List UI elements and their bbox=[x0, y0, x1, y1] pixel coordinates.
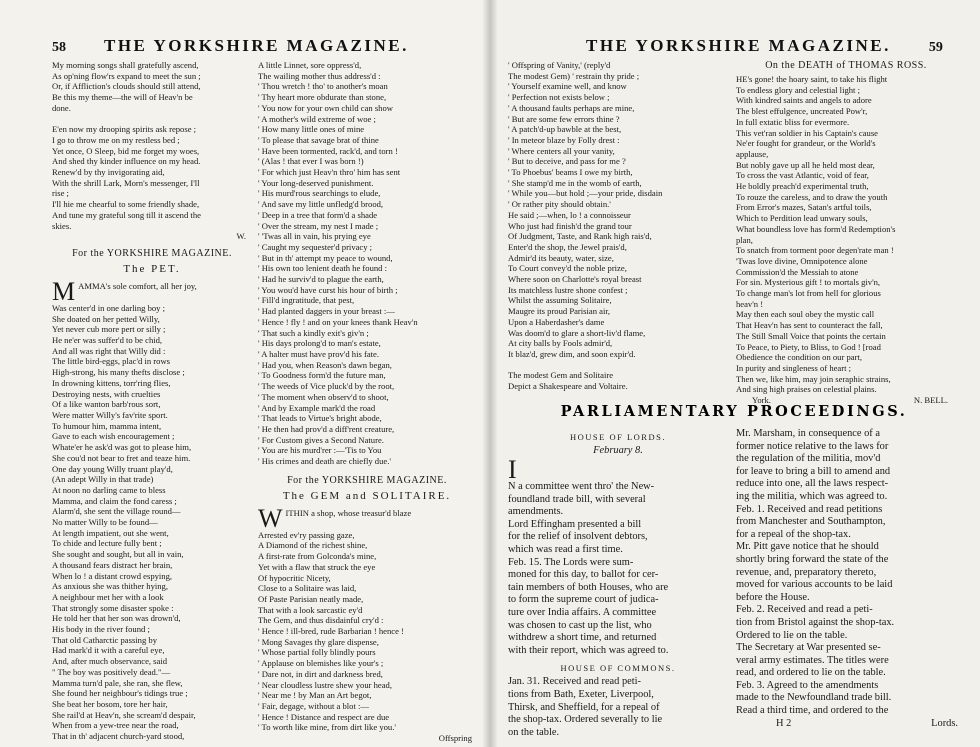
poem-line: She rail'd at Heav'n, she scream'd despair, bbox=[52, 709, 196, 720]
prose-line: Mr. Marsham, in consequence of a bbox=[736, 428, 880, 439]
signature-place: York. bbox=[752, 395, 771, 406]
poem-line: Of Paste Parisian neatly made, bbox=[258, 593, 364, 604]
poem-line: His body in the river found ; bbox=[52, 624, 150, 635]
section-heading: For the YORKSHIRE MAGAZINE. bbox=[72, 247, 232, 259]
poem-line: The modest Gem) ' restrain thy pride ; bbox=[508, 70, 640, 81]
poem-line: That strongly some disaster spoke : bbox=[52, 602, 174, 613]
poem-line: Or, if Affliction's clouds should still attend, bbox=[52, 81, 201, 92]
poem-first-line: MAMMA's sole comfort, all her joy, bbox=[52, 280, 197, 303]
poem-line: Close to a Solitaire was laid, bbox=[258, 583, 357, 594]
prose-line: read, and ordered to lie on the table. bbox=[736, 667, 886, 679]
poem-line: My morning songs shall gratefully ascend, bbox=[52, 60, 199, 70]
poem-line: To Court convey'd the noble prize, bbox=[508, 263, 627, 274]
poem-line: ' A patch'd-up bawble at the best, bbox=[508, 124, 622, 135]
poem-gem-continued bbox=[508, 60, 728, 392]
poem-line: ' Hence ! Distance and respect are due bbox=[258, 711, 390, 722]
left-running-head bbox=[52, 36, 409, 56]
poem-line: The blest effulgence, uncreated Pow'r, bbox=[736, 106, 868, 117]
poem-line: ' Applause on blemishes like your's ; bbox=[258, 658, 384, 669]
prose-line: amendments. bbox=[508, 506, 564, 518]
poem-line: That in th' adjacent church-yard stood, bbox=[52, 731, 185, 742]
poem-line: ' Thy heart more obdurate than stone, bbox=[258, 92, 387, 103]
poem-line: ' Fill'd ingratitude, that pest, bbox=[258, 295, 355, 306]
poem-line: ' But are some few errors thine ? bbox=[508, 113, 620, 124]
poem-line: This vet'ran soldier in his Captain's cause bbox=[736, 127, 878, 138]
prose-line: ing the militia, which was agreed to. bbox=[736, 490, 888, 502]
prose-line: for leave to bring a bill to amend and bbox=[736, 465, 891, 477]
poem-line: The modest Gem and Solitaire bbox=[508, 370, 614, 381]
poem-line: ' That leads to Virtue's bright abode, bbox=[258, 413, 382, 424]
right-column-3 bbox=[508, 428, 728, 739]
poem-line: ' And save my little unfledg'd brood, bbox=[258, 199, 384, 210]
poem-line: A little Linnet, sore oppress'd, bbox=[258, 60, 362, 70]
poem-line: She cou'd not bear to fret and teaze him. bbox=[52, 452, 191, 463]
poem-line: She doated on her petted Willy, bbox=[52, 313, 160, 324]
poem-line: For sin. Mysterious gift ! to mortals giv'n, bbox=[736, 277, 881, 288]
poem-line: Admir'd its beauty, water, size, bbox=[508, 252, 614, 263]
right-running-head bbox=[586, 36, 943, 56]
lords-first-line bbox=[508, 459, 728, 481]
poem-line: ' His own too lenient death he found : bbox=[258, 263, 387, 274]
poem-line: To change man's lot from hell for glorious bbox=[736, 288, 881, 299]
poem-line: rise ; bbox=[52, 188, 69, 199]
poem-line: Had mark'd it with a careful eye, bbox=[52, 645, 165, 656]
poem-line: ' 'Twas all in vain, his prying eye bbox=[258, 231, 371, 242]
prose-line: was chosen to cast up the list, who bbox=[508, 619, 652, 631]
poem-line: Obedience the condition on our part, bbox=[736, 352, 863, 363]
prose-line: Jan. 31. Received and read peti- bbox=[508, 676, 642, 688]
poem-continued bbox=[258, 60, 476, 467]
poem-line: Commission'd the Messiah to atone bbox=[736, 266, 859, 277]
poem-line: ' Deep in a tree that form'd a shade bbox=[258, 209, 378, 220]
poem-line: ' His murd'rous searchings to elude, bbox=[258, 188, 381, 199]
poem-line: And all was right that Willy did : bbox=[52, 345, 166, 356]
poem-line: To humour him, mamma intent, bbox=[52, 420, 162, 431]
prose-line: moved for various accounts to be laid bbox=[736, 579, 893, 591]
poem-top bbox=[52, 60, 252, 231]
poem-line: Of a like wanton barb'rous sort, bbox=[52, 399, 161, 410]
poem-line: At length impatient, out she went, bbox=[52, 527, 169, 538]
signature-mark: H 2 bbox=[776, 717, 792, 729]
poem-line: The Still Small Voice that points the certain bbox=[736, 330, 886, 341]
prose-line: which was read a first time. bbox=[508, 543, 623, 555]
poem-line: ' Had he surviv'd to plague the earth, bbox=[258, 274, 384, 285]
poem-line: Depict a Shakespeare and Voltaire. bbox=[508, 381, 628, 392]
poem-line: To cross the vast Atlantic, void of fear, bbox=[736, 170, 869, 181]
poem-line: A first-rate from Golconda's mine, bbox=[258, 551, 377, 562]
poem-line bbox=[52, 114, 252, 125]
prose-line: withdrew a short time, and returned bbox=[508, 632, 657, 644]
poem-line: Enter'd the shop, the Jewel prais'd, bbox=[508, 241, 627, 252]
poem-line: At noon no darling came to bless bbox=[52, 484, 166, 495]
poem-line: A neighbour met her with a look bbox=[52, 591, 164, 602]
poem-line: The Gem, and thus disdainful cry'd : bbox=[258, 615, 384, 626]
poem-line: To rouze the careless, and to draw the youth bbox=[736, 191, 888, 202]
poem-line: Mamma turn'd pale, she ran, she flew, bbox=[52, 677, 183, 688]
poem-line: With kindred saints and angels to adore bbox=[736, 95, 872, 106]
poem-line: She found her neighbour's tidings true ; bbox=[52, 688, 188, 699]
prose-line: veral army estimates. The titles were bbox=[736, 654, 889, 666]
poem-line: Was doom'd to glare a short-liv'd flame, bbox=[508, 327, 646, 338]
poem-line: May then each soul obey the mystic call bbox=[736, 309, 875, 320]
poem-line: ' To Phoebus' beams I owe my birth, bbox=[508, 167, 633, 178]
poem-line: ' Near cloudless lustre shew your head, bbox=[258, 679, 392, 690]
poem-line: Whate'er he ask'd was got to please him, bbox=[52, 442, 192, 453]
prose-line: tion from Bristol against the shop-tax. bbox=[736, 616, 895, 628]
poem-line: heav'n ! bbox=[736, 298, 764, 309]
poem-line: E'en now my drooping spirits ask repose ; bbox=[52, 124, 197, 135]
poem-line: Who just had finish'd the grand tour bbox=[508, 220, 632, 231]
poem-line: ' Your long-deserved punishment. bbox=[258, 177, 374, 188]
poem-line: Yet with a flaw that struck the eye bbox=[258, 561, 376, 572]
poem-line: At city balls by Fools admir'd, bbox=[508, 338, 613, 349]
poem-line: ' Perfection not exists below ; bbox=[508, 92, 610, 103]
poem-line: A thousand fears distract her brain, bbox=[52, 559, 173, 570]
prose-line: Thirsk, and Sheffield, for a repeal of bbox=[508, 701, 660, 713]
left-column-2 bbox=[258, 60, 476, 744]
poem-line: As anxious she was thither hying, bbox=[52, 581, 169, 592]
prose-line: made to the Newfoundland trade bill. bbox=[736, 692, 892, 704]
poem-line: ' Dare not, in dirt and darkness bred, bbox=[258, 668, 383, 679]
prose-line: to form the supreme court of judica- bbox=[508, 594, 659, 606]
poem-line: Were matter Willy's fav'rite sport. bbox=[52, 409, 168, 420]
prose-line: Feb. 1. Received and read petitions bbox=[736, 503, 883, 515]
poem-line: ' But to deceive, and pass for me ? bbox=[508, 156, 626, 167]
poem-line: ' Near me ! by Man an Art begot, bbox=[258, 690, 372, 701]
footer-catchword: Lords. bbox=[931, 717, 958, 729]
poem-line: Renew'd by thy invigorating aid, bbox=[52, 167, 165, 178]
commons-continued bbox=[736, 428, 962, 718]
catchword: Offspring bbox=[438, 733, 472, 744]
poem-line: In drowning kittens, torr'ring flies, bbox=[52, 377, 171, 388]
poem-line: And tune my grateful song till it ascend the bbox=[52, 209, 201, 220]
prose-line: for the relief of insolvent debtors, bbox=[508, 531, 648, 543]
poem-line: ' She stamp'd me in the womb of earth, bbox=[508, 177, 642, 188]
poem-line: I go to throw me on my restless bed ; bbox=[52, 134, 180, 145]
poem-line: ' Had you, when Reason's dawn began, bbox=[258, 359, 392, 370]
prose-line: The Secretary at War presented se- bbox=[736, 642, 881, 654]
page-number-right: 59 bbox=[928, 40, 943, 55]
prose-line: tions from Bath, Exeter, Liverpool, bbox=[508, 688, 654, 700]
poem-line: She sought and sought, but all in vain, bbox=[52, 549, 184, 560]
prose-line: former notice relative to the laws for bbox=[736, 440, 889, 452]
commons-heading: HOUSE OF COMMONS. bbox=[560, 663, 676, 674]
poem-line: When from a yew-tree near the road, bbox=[52, 720, 179, 731]
book-gutter bbox=[482, 0, 498, 747]
poem-line: That Heav'n has sent to counteract the fall, bbox=[736, 320, 883, 331]
poem-line: ' A thousand faults perhaps are mine, bbox=[508, 102, 635, 113]
poem-line: Be this my theme—the will of Heav'n be bbox=[52, 92, 193, 103]
poem-line: ' And by Example mark'd the road bbox=[258, 402, 376, 413]
poem-line: Ne'er fought for grandeur, or the World's bbox=[736, 138, 876, 149]
poem-line: ' That such a kindly exit's giv'n ; bbox=[258, 327, 369, 338]
poem-line: A Diamond of the richest shine, bbox=[258, 540, 368, 551]
prose-line: reduce into one, all the laws respect- bbox=[736, 478, 889, 490]
poem-line: He said ;—when, lo ! a connoisseur bbox=[508, 209, 631, 220]
poem-line: The little bird-eggs, plac'd in rows bbox=[52, 356, 171, 367]
poem-line: ' Whose partial folly blindly pours bbox=[258, 647, 376, 658]
poem-line: In purity and singleness of heart ; bbox=[736, 362, 852, 373]
poem-body bbox=[52, 303, 252, 742]
parliament-heading: PARLIAMENTARY PROCEEDINGS. bbox=[560, 403, 908, 420]
poem-line: HE's gone! the hoary saint, to take his flight bbox=[736, 74, 888, 84]
poem-line: ' Where centers all your vanity, bbox=[508, 145, 615, 156]
lords-text bbox=[508, 481, 728, 657]
poem-line: done. bbox=[52, 102, 71, 113]
poem-line: applause, bbox=[736, 148, 769, 159]
poem-line: Of hypocritic Nicety, bbox=[258, 572, 331, 583]
lords-heading: HOUSE OF LORDS. bbox=[570, 432, 666, 442]
right-page bbox=[490, 0, 980, 747]
poem-line: As op'ning flow'rs expand to meet the sun ; bbox=[52, 70, 201, 81]
poem-line: That old Catharctic passing by bbox=[52, 634, 158, 645]
right-column-4 bbox=[736, 428, 962, 730]
poem-line: She beat her bosom, tore her hair, bbox=[52, 698, 168, 709]
poem-line: I'll hie me chearful to some friendly shade, bbox=[52, 199, 200, 210]
poem-line: ' Fair, degage, without a blot :— bbox=[258, 700, 369, 711]
poem-line: plan, bbox=[736, 234, 753, 245]
poem-line: Destroying nests, with cruelties bbox=[52, 388, 161, 399]
poem-line: Of Judgment, Taste, and Rank high rais'd, bbox=[508, 231, 652, 242]
poem-line: ' A halter must have prov'd his fate. bbox=[258, 348, 379, 359]
prose-line: Feb. 3. Agreed to the amendments bbox=[736, 679, 879, 691]
poem-line: To endless glory and celestial light ; bbox=[736, 84, 860, 95]
poem-line: He ne'er was suffer'd to be chid, bbox=[52, 335, 163, 346]
poem-line: Its matchless lustre shone confest ; bbox=[508, 284, 628, 295]
parliament-block bbox=[508, 403, 960, 428]
poem-line: From Error's mazes, Satan's artful toils, bbox=[736, 202, 872, 213]
poem-line: ' Hence ! fly ! and on your knees thank Heav'n bbox=[258, 316, 418, 327]
poem-line: ' Thou wretch ! tho' to another's moan bbox=[258, 81, 388, 92]
prose-line: N a committee went thro' the New- bbox=[508, 481, 655, 492]
poem-line: Whilst the assuming Solitaire, bbox=[508, 295, 612, 306]
poem2-first-line: WITHIN a shop, whose treasur'd blaze bbox=[258, 507, 412, 530]
poem-line: Which to Perdition lead unwary souls, bbox=[736, 213, 868, 224]
poem-line: That with a look sarcastic ey'd bbox=[258, 604, 363, 615]
poem-line: ' But in th' attempt my peace to wound, bbox=[258, 252, 393, 263]
dropcap-lords: I bbox=[508, 459, 517, 481]
elegy-body bbox=[736, 74, 956, 395]
dropcap-2: W bbox=[258, 507, 283, 530]
poem-title: The PET. bbox=[123, 262, 181, 275]
poem-line: High-strong, his many thefts disclose ; bbox=[52, 367, 185, 378]
poem-line: ' You wou'd have curst his hour of birth ; bbox=[258, 284, 398, 295]
poem-line: ' He then had prov'd a diff'rent creature, bbox=[258, 423, 395, 434]
prose-line: foundland trade bill, with several bbox=[508, 493, 646, 505]
poem-line: And sing high praises on celestial plains. bbox=[736, 384, 877, 395]
poem-line: It blaz'd, grew dim, and soon expir'd. bbox=[508, 348, 636, 359]
poem-line: He told her that her son was drown'd, bbox=[52, 613, 181, 624]
poem-line: ' Or rather pity should obtain.' bbox=[508, 199, 611, 210]
prose-line: from Manchester and Southampton, bbox=[736, 516, 886, 528]
prose-line: Ordered to lie on the table. bbox=[736, 629, 848, 641]
prose-line: with their report, which was agreed to. bbox=[508, 644, 669, 656]
poem-line: ' How many little ones of mine bbox=[258, 124, 365, 135]
prose-line: before the House. bbox=[736, 591, 810, 603]
poem-line: ' Hence ! ill-bred, rude Barbarian ! hence ! bbox=[258, 626, 404, 637]
poem-line: Was center'd in one darling boy ; bbox=[52, 302, 166, 313]
poem-line: ' Offspring of Vanity,' (reply'd bbox=[508, 60, 611, 70]
prose-line: the regulation of the militia, mov'd bbox=[736, 453, 881, 465]
right-column-1 bbox=[508, 60, 728, 392]
section-heading-2: For the YORKSHIRE MAGAZINE. bbox=[287, 474, 447, 486]
dropcap: M bbox=[52, 280, 76, 303]
running-title-right: THE YORKSHIRE MAGAZINE. bbox=[586, 36, 891, 55]
poem-line: When lo ! a distant crowd espying, bbox=[52, 570, 173, 581]
poem-line: With the shrill Lark, Morn's messenger, I'll bbox=[52, 177, 200, 188]
poem-line: ' Have been tormented, rack'd, and torn ! bbox=[258, 145, 398, 156]
signature-w: W. bbox=[236, 231, 246, 242]
prose-line: shortly bring forward the state of the bbox=[736, 553, 889, 565]
poem-line: Then we, like him, may join seraphic strains, bbox=[736, 373, 891, 384]
poem-line: " The boy was positively dead."— bbox=[52, 666, 171, 677]
poem-line: To Peace, to Piety, to Bliss, to God ! [road bbox=[736, 341, 881, 352]
prose-line: the shop-tax. Ordered severally to lie bbox=[508, 714, 663, 726]
poem-line: ' For which just Heav'n thro' him has sent bbox=[258, 167, 401, 178]
page-number-left: 58 bbox=[52, 40, 66, 55]
poem-line: ' The weeds of Vice pluck'd by the root, bbox=[258, 381, 395, 392]
poem-line: To chide and lecture fully bent ; bbox=[52, 538, 162, 549]
prose-line: tain members of both Houses, who are bbox=[508, 581, 669, 593]
lords-date: February 8. bbox=[593, 445, 643, 456]
prose-line: Feb. 15. The Lords were sum- bbox=[508, 556, 634, 568]
page-footer bbox=[736, 718, 962, 731]
poem-line: Mamma, and claim the fond caress ; bbox=[52, 495, 177, 506]
poem-line: One day young Willy truant play'd, bbox=[52, 463, 173, 474]
poem-line: The wailing mother thus address'd : bbox=[258, 70, 381, 81]
poem-line: To snatch from torment poor degen'rate man ! bbox=[736, 245, 894, 256]
signature-name: N. BELL. bbox=[913, 395, 948, 406]
poem-line: ' You are his murd'rer :—'Tis to You bbox=[258, 445, 382, 456]
poem2-body bbox=[258, 530, 476, 733]
poem-line: ' You now for your own child can show bbox=[258, 102, 393, 113]
poem-line: ' To Goodness form'd the future man, bbox=[258, 370, 386, 381]
poem-line: ' His crimes and death are chiefly due.' bbox=[258, 456, 391, 467]
poem-line: ' Caught my sequester'd privacy ; bbox=[258, 241, 373, 252]
prose-line: revenue, and, preparatory thereto, bbox=[736, 566, 877, 578]
poem-line: ' (Alas ! that ever I was born !) bbox=[258, 156, 364, 167]
poem-line: Gave to each wish encouragement ; bbox=[52, 431, 175, 442]
poem-line: Upon a Haberdasher's dame bbox=[508, 316, 605, 327]
poem-line: ' A mother's wild extreme of woe ; bbox=[258, 113, 376, 124]
prose-line: Feb. 2. Received and read a peti- bbox=[736, 604, 873, 616]
poem-line: Where soon on Charlotte's royal breast bbox=[508, 274, 642, 285]
poem-line: ' For Custom gives a Second Nature. bbox=[258, 434, 384, 445]
prose-line: Read a third time, and ordered to the bbox=[736, 705, 889, 717]
prose-line: moned for this day, to ballot for cer- bbox=[508, 569, 659, 581]
poem-line: What boundless love has form'd Redemption's bbox=[736, 223, 896, 234]
right-column-2 bbox=[736, 60, 956, 406]
poem-line: But nobly gave up all he held most dear, bbox=[736, 159, 875, 170]
running-title-left: THE YORKSHIRE MAGAZINE. bbox=[104, 36, 409, 55]
poem-line: skies. bbox=[52, 220, 72, 231]
poem-line: (An adept Willy in that trade) bbox=[52, 474, 154, 485]
poem-line: ' Mong Savages thy glare dispense, bbox=[258, 636, 379, 647]
poem-line: He boldly preach'd experimental truth, bbox=[736, 181, 869, 192]
poem-line: In full extatic bliss for evermore. bbox=[736, 116, 850, 127]
prose-line: Lord Effingham presented a bill bbox=[508, 518, 642, 530]
poem-line: ' Yourself examine well, and know bbox=[508, 81, 627, 92]
poem-line: ' In meteor blaze by Folly drest : bbox=[508, 134, 620, 145]
poem-line: No matter Willy to be found— bbox=[52, 517, 158, 528]
poem-line: And shed thy kinder influence on my head. bbox=[52, 156, 201, 167]
poem-line: Maugre its proud Parisian air, bbox=[508, 306, 611, 317]
prose-line: on the table. bbox=[508, 726, 560, 738]
poem-line: Arrested ev'ry passing gaze, bbox=[258, 529, 355, 540]
poem-line: ' While you—but hold ;—your pride, disdain bbox=[508, 188, 663, 199]
poem-line: Yet never cub more pert or silly ; bbox=[52, 324, 166, 335]
poem-title-2: The GEM and SOLITAIRE. bbox=[282, 489, 452, 502]
poem-line: 'Twas love divine, Omnipotence alone bbox=[736, 255, 868, 266]
prose-line: ture over India affairs. A committee bbox=[508, 606, 657, 618]
poem-line: ' The moment when observ'd to shoot, bbox=[258, 391, 389, 402]
commons-text bbox=[508, 676, 728, 739]
elegy-title: On the DEATH of THOMAS ROSS. bbox=[765, 60, 927, 71]
poem-line: ' To worth like mine, from dirt like you.' bbox=[258, 722, 396, 733]
prose-line: Mr. Pitt gave notice that he should bbox=[736, 541, 879, 553]
poem-line: ' To please that savage brat of thine bbox=[258, 134, 379, 145]
poem-line: And, after much observance, said bbox=[52, 656, 168, 667]
poem-line: ' Over the stream, my nest I made ; bbox=[258, 220, 379, 231]
poem-line: Yet once, O Sleep, bid me forget my woes, bbox=[52, 145, 200, 156]
poem-line bbox=[508, 360, 728, 371]
poem-line: ' Had planted daggers in your breast :— bbox=[258, 306, 395, 317]
left-column-1 bbox=[52, 60, 252, 742]
prose-line: for a repeal of the shop-tax. bbox=[736, 528, 851, 540]
poem-line: Alarm'd, she sent the village round— bbox=[52, 506, 181, 517]
poem-line: ' His days prolong'd to man's estate, bbox=[258, 338, 381, 349]
